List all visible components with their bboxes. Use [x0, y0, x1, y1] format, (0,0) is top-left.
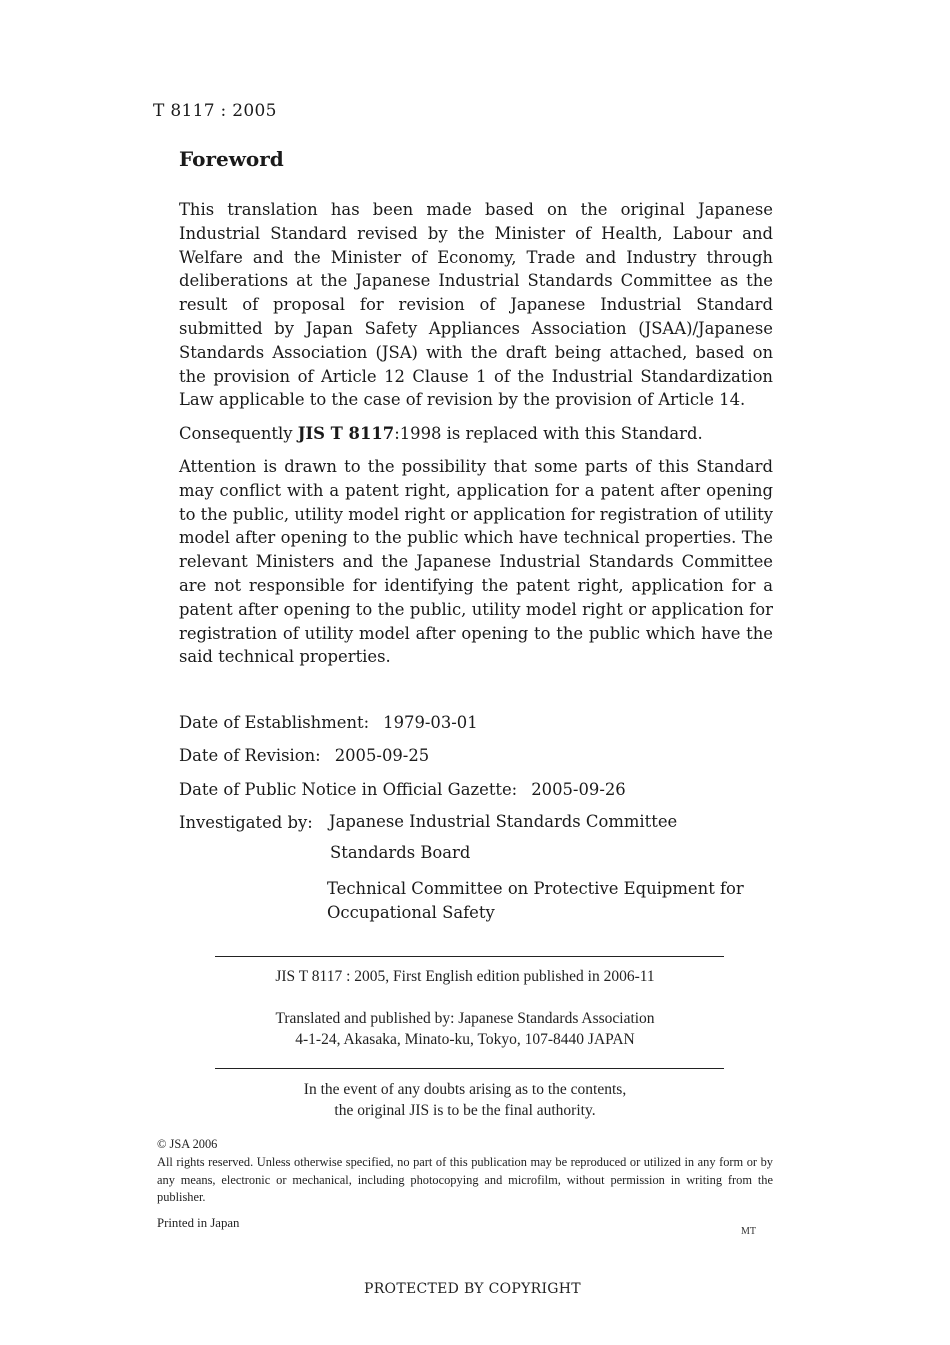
paragraph-replacement [179, 422, 773, 446]
divider-bottom [215, 1068, 724, 1069]
edition-info: JIS T 8117 : 2005, First English edition published in 2006-11 [275, 968, 655, 985]
establishment-value: 1979-03-01 [383, 713, 478, 732]
printed-in: Printed in Japan [157, 1216, 240, 1230]
paragraph-patent-notice: Attention is drawn to the possibility that some parts of this Standard may conflict with a patent right, application for a patent after opening to the public, utility model right or application for registration of utility model after opening to the public which have technical properties. The relevant Ministers and the Japanese Industrial Standards Committee are not responsible for identifying the patent right, application for a patent after opening to the public, utility model right or application for registration of utility model after opening to the public which have the said technical properties. [179, 457, 773, 667]
replacement-text-start: Consequently [179, 424, 298, 443]
divider-top [215, 956, 724, 957]
replacement-text-end: :1998 is replaced with this Standard. [394, 424, 703, 443]
publisher-info [165, 1008, 765, 1050]
protected-by-copyright: PROTECTED BY COPYRIGHT [364, 1281, 581, 1297]
investigated-label: Investigated by: [179, 813, 313, 832]
investigated-board: Standards Board [330, 843, 471, 862]
copyright-owner: © JSA 2006 [157, 1137, 218, 1151]
print-code: MT [741, 1226, 756, 1237]
revision-value: 2005-09-25 [334, 746, 430, 765]
investigated-committee: Japanese Industrial Standards Committee [329, 812, 678, 831]
authority-line-2: the original JIS is to be the final authority. [334, 1102, 596, 1119]
gazette-label: Date of Public Notice in Official Gazette: [179, 780, 518, 799]
establishment-label: Date of Establishment: [179, 713, 370, 732]
jis-reference: JIS T 8117 [297, 424, 395, 443]
revision-date-row [179, 745, 429, 767]
gazette-date-row [179, 779, 626, 801]
copyright-notice: All rights reserved. Unless otherwise specified, no part of this publication may be reproduced or utilized in any form or by any means, electronic or mechanical, including photocopying and microfilm, without permission in writing from the publisher. [157, 1155, 773, 1204]
paragraph-translation-basis: This translation has been made based on the original Japanese Industrial Standard revised by the Minister of Health, Labour and Welfare and the Minister of Economy, Trade and Industry through deliberations at the Japanese Industrial Standards Committee as the result of proposal for revision of Japanese Industrial Standard submitted by Japan Safety Appliances Association (JSAA)/Japanese Standards Association (JSA) with the draft being attached, based on the provision of Article 12 Clause 1 of the Industrial Standardization Law applicable to the case of revision by the provision of Article 14. [179, 200, 773, 410]
document-code: T 8117 : 2005 [153, 101, 277, 121]
investigated-technical-committee: Technical Committee on Protective Equipment for Occupational Safety [327, 879, 744, 922]
revision-label: Date of Revision: [179, 746, 321, 765]
publisher-name: Translated and published by: Japanese Standards Association [275, 1010, 655, 1027]
establishment-date-row [179, 712, 478, 734]
authority-notice [165, 1079, 765, 1121]
authority-line-1: In the event of any doubts arising as to the contents, [303, 1081, 627, 1098]
page-title: Foreword [179, 147, 284, 171]
publisher-address: 4-1-24, Akasaka, Minato-ku, Tokyo, 107-8440 JAPAN [295, 1031, 635, 1048]
gazette-value: 2005-09-26 [531, 780, 626, 799]
